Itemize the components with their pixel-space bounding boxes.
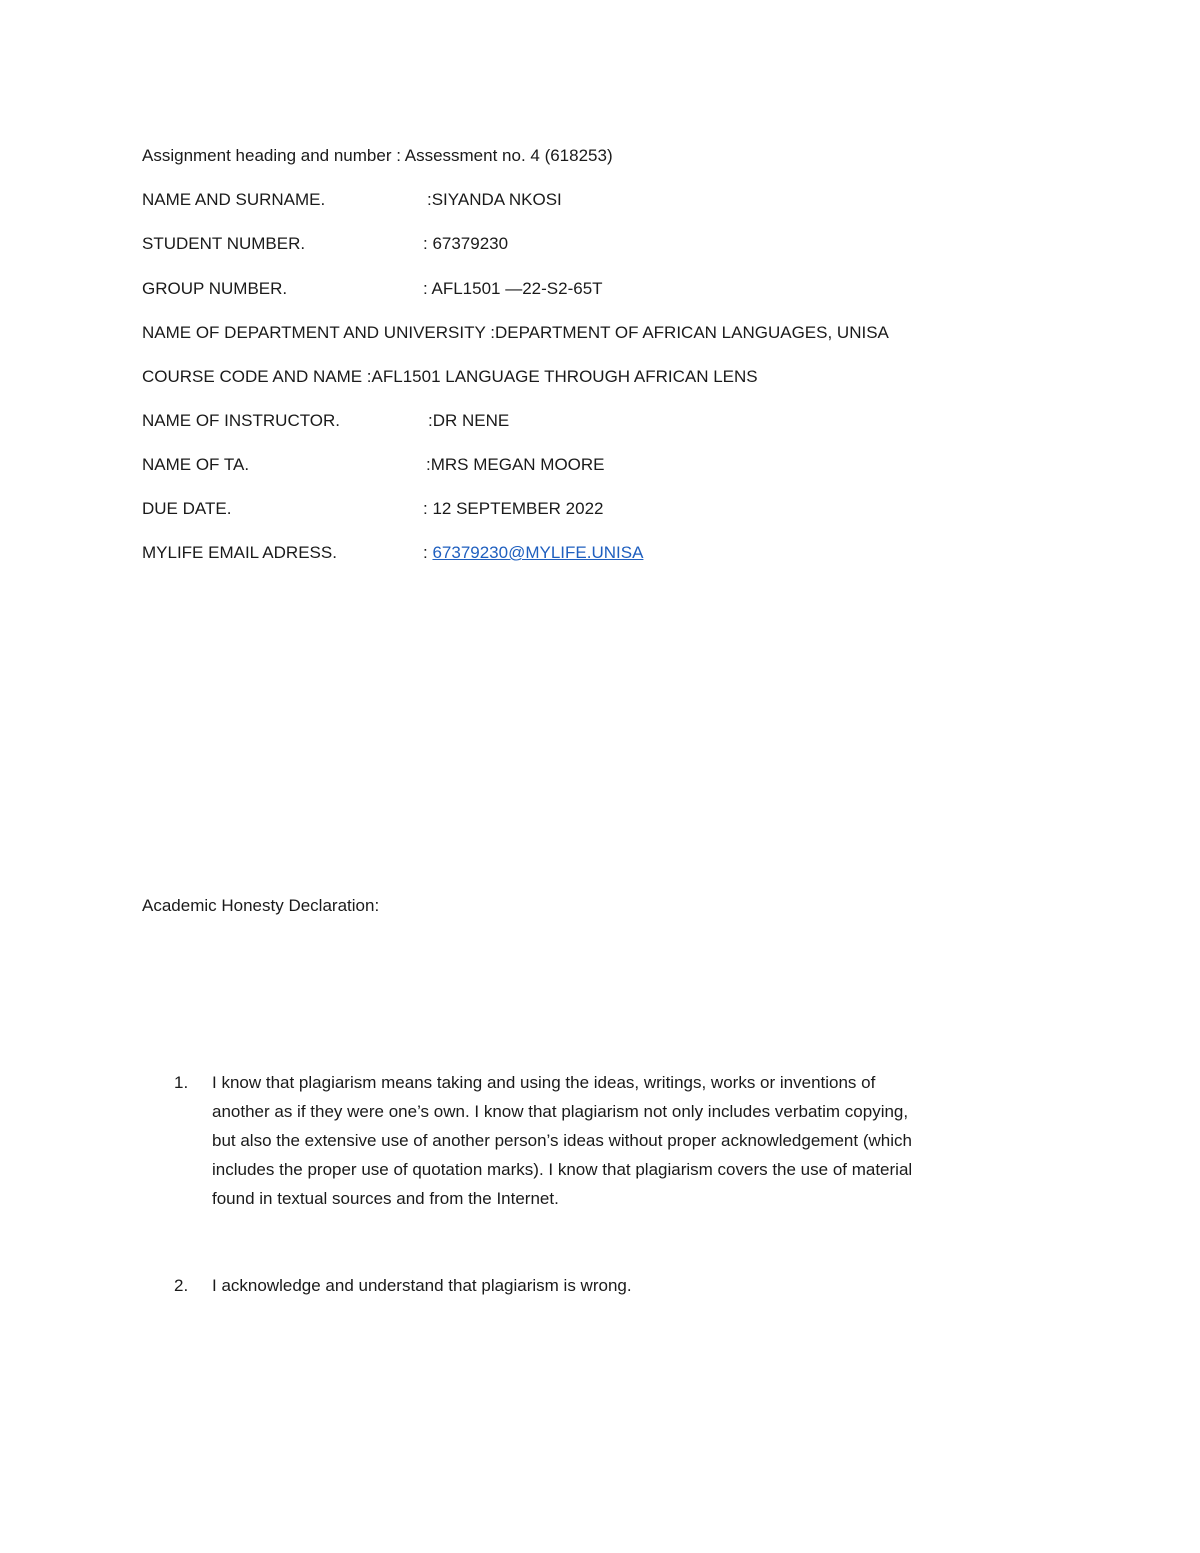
assignment-heading bbox=[142, 145, 613, 167]
assignment-heading-text: Assignment heading and number : Assessment no. 4 (618253) bbox=[142, 146, 613, 165]
field-value bbox=[423, 542, 643, 564]
field-value: :DR NENE bbox=[428, 411, 510, 430]
field-student-number bbox=[142, 233, 509, 255]
email-prefix: : bbox=[423, 543, 433, 562]
list-text-line: but also the extensive use of another person’s ideas without proper acknowledgement (which bbox=[212, 1131, 912, 1150]
field-due-date bbox=[142, 498, 604, 520]
field-value: : 12 SEPTEMBER 2022 bbox=[423, 499, 604, 518]
field-label: MYLIFE EMAIL ADRESS. bbox=[142, 543, 337, 562]
field-label: GROUP NUMBER. bbox=[142, 279, 288, 298]
list-number: 1. bbox=[174, 1073, 189, 1092]
list-number: 2. bbox=[174, 1276, 189, 1295]
list-text bbox=[212, 1068, 1048, 1213]
field-label: NAME OF DEPARTMENT AND UNIVERSITY :DEPARTMENT OF AFRICAN LANGUAGES, UNISA bbox=[142, 323, 889, 342]
field-value: : 67379230 bbox=[423, 234, 509, 253]
field-label: NAME OF INSTRUCTOR. bbox=[142, 411, 341, 430]
email-link[interactable]: 67379230@MYLIFE.UNISA bbox=[432, 543, 644, 562]
field-value: : AFL1501 —22-S2-65T bbox=[423, 279, 603, 298]
list-text-line: I acknowledge and understand that plagiarism is wrong. bbox=[212, 1276, 632, 1295]
field-label: NAME OF TA. bbox=[142, 455, 250, 474]
field-label: COURSE CODE AND NAME :AFL1501 LANGUAGE THROUGH AFRICAN LENS bbox=[142, 367, 758, 386]
field-course-code bbox=[142, 366, 758, 388]
field-department-university bbox=[142, 322, 889, 344]
field-label: NAME AND SURNAME. bbox=[142, 190, 326, 209]
list-text-line: includes the proper use of quotation marks). I know that plagiarism covers the use of material bbox=[212, 1160, 913, 1179]
declaration-title bbox=[142, 895, 379, 917]
field-value: :SIYANDA NKOSI bbox=[427, 190, 562, 209]
field-instructor bbox=[142, 410, 510, 432]
list-text-line: I know that plagiarism means taking and using the ideas, writings, works or inventions of bbox=[212, 1073, 876, 1092]
field-email bbox=[142, 542, 644, 564]
list-text-line: found in textual sources and from the Internet. bbox=[212, 1189, 559, 1208]
list-text-line: another as if they were one’s own. I know that plagiarism not only includes verbatim copying, bbox=[212, 1102, 909, 1121]
field-name-surname bbox=[142, 189, 562, 211]
field-label: STUDENT NUMBER. bbox=[142, 234, 306, 253]
field-ta bbox=[142, 454, 605, 476]
declaration-title-text: Academic Honesty Declaration: bbox=[142, 896, 380, 915]
list-text bbox=[212, 1271, 1048, 1300]
field-label: DUE DATE. bbox=[142, 499, 232, 518]
field-value: :MRS MEGAN MOORE bbox=[426, 455, 605, 474]
field-group-number bbox=[142, 278, 603, 300]
